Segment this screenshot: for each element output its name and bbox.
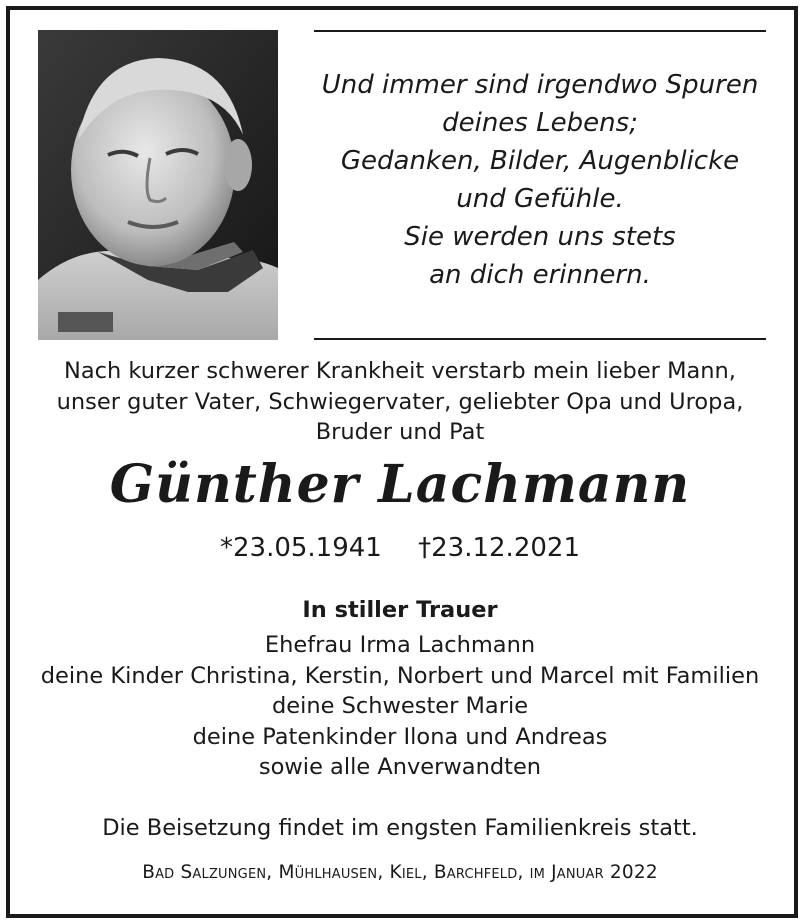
top-rule (314, 30, 766, 32)
bottom-rule (314, 338, 766, 340)
mourner-line: deine Kinder Christina, Kerstin, Norbert und Marcel mit Familien (40, 662, 760, 689)
death-announcement (20, 356, 780, 448)
funeral-note: Die Beisetzung findet im engsten Familienkreis statt. (102, 815, 698, 841)
announcement-line: Bruder und Pat (315, 419, 485, 445)
announcement-line: unser guter Vater, Schwiegervater, geliebter Opa und Uropa, (56, 388, 744, 415)
poem-line: Sie werden uns stets (404, 222, 676, 252)
poem-line: deines Lebens; (442, 108, 638, 138)
death-date: †23.12.2021 (418, 533, 580, 563)
memorial-poem (300, 66, 780, 294)
deceased-name: Günther Lachmann (109, 454, 691, 515)
poem-line: Und immer sind irgendwo Spuren (321, 70, 759, 100)
poem-line: an dich erinnern. (429, 260, 651, 290)
announcement-line: Nach kurzer schwerer Krankheit verstarb mein lieber Mann, (64, 358, 736, 384)
mourner-line: sowie alle Anverwandten (258, 754, 542, 780)
life-dates (20, 530, 780, 566)
mourner-line: deine Patenkinder Ilona und Andreas (192, 723, 608, 750)
mourners-list (20, 630, 780, 783)
mourning-heading: In stiller Trauer (302, 597, 498, 623)
mourner-line: Ehefrau Irma Lachmann (264, 632, 536, 658)
poem-line: Gedanken, Bilder, Augenblicke (340, 146, 740, 176)
place-and-date: Bad Salzungen, Mühlhausen, Kiel, Barchfeld, im Januar 2022 (142, 862, 658, 883)
poem-line: und Gefühle. (456, 184, 624, 214)
birth-date: *23.05.1941 (219, 533, 382, 563)
portrait-photo (38, 30, 278, 340)
mourner-line: deine Schwester Marie (271, 693, 529, 719)
